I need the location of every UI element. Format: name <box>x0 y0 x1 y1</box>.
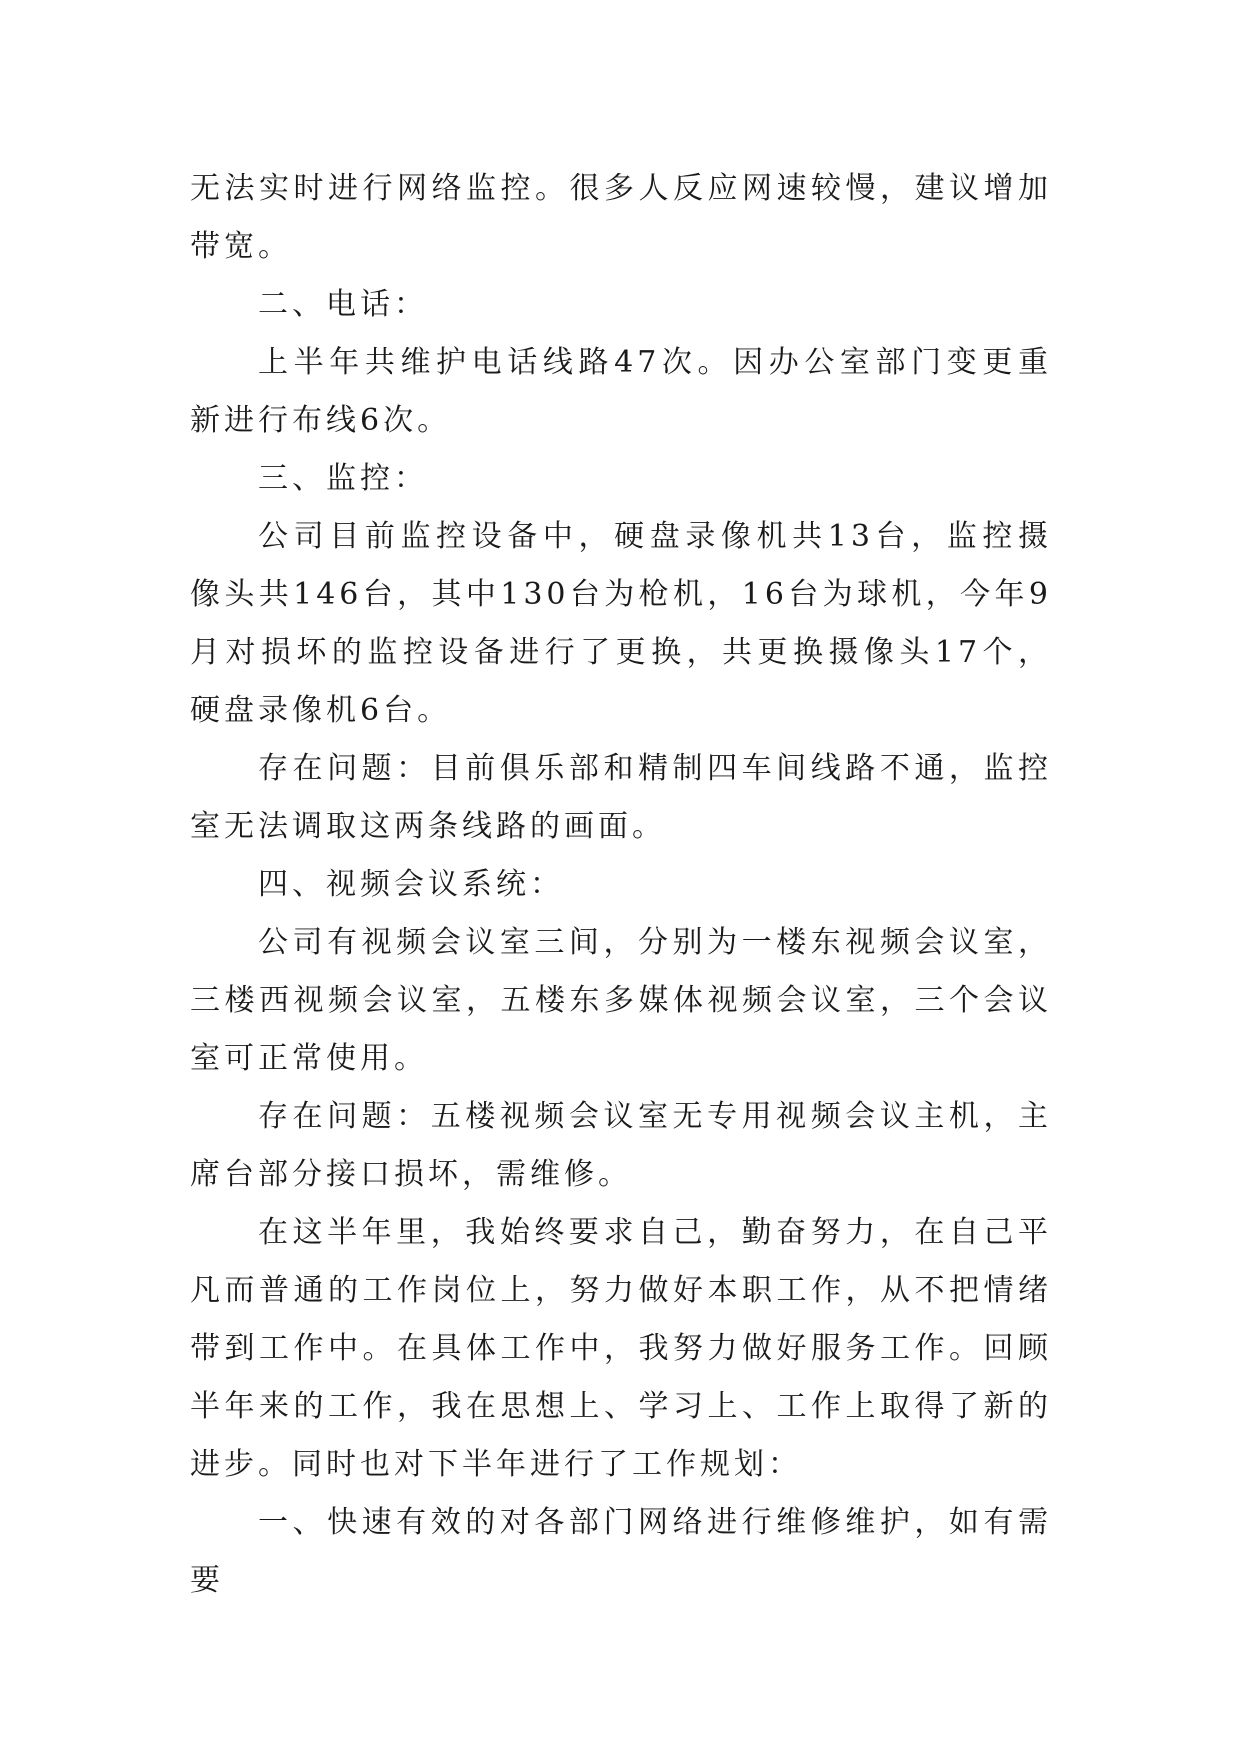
paragraph-video-conference-issue: 存在问题：五楼视频会议室无专用视频会议主机，主席台部分接口损坏，需维修。 <box>190 1099 1052 1192</box>
document-body <box>190 160 1052 1610</box>
paragraph-video-conference: 公司有视频会议室三间，分别为一楼东视频会议室，三楼西视频会议室，五楼东多媒体视频会议室，三个会议室可正常使用。 <box>190 925 1052 1076</box>
paragraph-plan-item-1: 一、快速有效的对各部门网络进行维修维护，如有需要 <box>190 1505 1052 1598</box>
heading-telephone: 二、电话： <box>258 287 428 322</box>
heading-video-conference: 四、视频会议系统： <box>258 867 564 902</box>
paragraph-summary: 在这半年里，我始终要求自己，勤奋努力，在自己平凡而普通的工作岗位上，努力做好本职工作，从不把情绪带到工作中。在具体工作中，我努力做好服务工作。回顾半年来的工作，我在思想上、学习上、工作上取得了新的进步。同时也对下半年进行了工作规划： <box>190 1215 1052 1482</box>
paragraph-network-continued: 无法实时进行网络监控。很多人反应网速较慢，建议增加带宽。 <box>190 171 1052 264</box>
paragraph-surveillance: 公司目前监控设备中，硬盘录像机共13台，监控摄像头共146台，其中130台为枪机，16台为球机，今年9月对损坏的监控设备进行了更换，共更换摄像头17个，硬盘录像机6台。 <box>190 519 1052 728</box>
heading-surveillance: 三、监控： <box>258 461 428 496</box>
paragraph-telephone: 上半年共维护电话线路47次。因办公室部门变更重新进行布线6次。 <box>190 345 1052 438</box>
paragraph-surveillance-issue: 存在问题：目前俱乐部和精制四车间线路不通，监控室无法调取这两条线路的画面。 <box>190 751 1052 844</box>
